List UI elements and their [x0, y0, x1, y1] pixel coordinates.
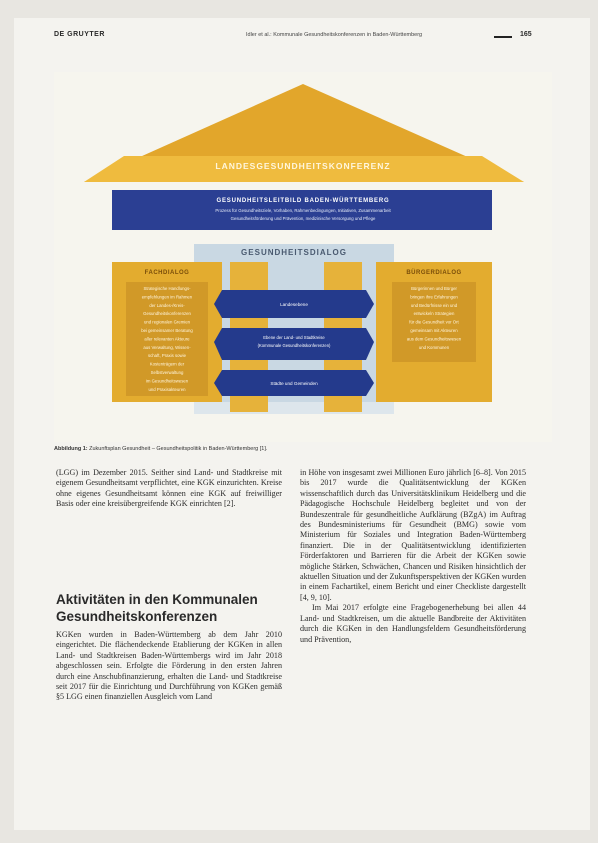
page-number: 165 — [520, 31, 532, 38]
left-pillar-title: FACHDIALOG — [144, 270, 190, 276]
left-pillar-line: im Gesundheitswesen — [145, 378, 189, 384]
left-pillar-line: empfehlungen im Rahmen — [141, 294, 193, 300]
right-pillar-line: und Bedürfnisse ein und — [410, 302, 458, 308]
right-pillar-line: für die Gesundheit vor Ort — [409, 319, 459, 325]
left-pillar-line: und Praxisakteuren — [148, 386, 186, 392]
figure — [54, 72, 552, 442]
right-pillar-line: Bürgerinnen und Bürger — [411, 286, 457, 291]
right-para-1: in Höhe von insgesamt zwei Millionen Euro jährlich [6–8]. Von 2015 bis 2017 wurde die Qualitätsentwicklung der KGKen wissenschaftlich durch das Universitätsklinikum Heidelberg und die Pädagogische Hochschule Heidelberg begleitet und von der Bundeszentrale für gesundheitliche Aufklärung (BZgA) im Auftrag des Bundesministeriums für Gesundheit (BMG) sowie vom Ministerium für Soziales und Integration Baden-Württemberg finanziert. Die in der Qualitätsentwicklung identifizierten Förderfaktoren und Barrieren für die Arbeit der KGKen sowie mögliche Stärken, Schwächen, Chancen und Risiken hinsichtlich der aktuellen Situation und der Zukunftsperspektiven der KGKen wurden in einem Fachartikel, einem Bericht und einer Checkliste dargestellt [4, 9, 10]. — [300, 468, 526, 602]
left-pillar-line: aller relevanten Akteure — [144, 336, 190, 342]
figure-caption — [54, 446, 267, 452]
right-pillar-line: gemeinsam mit Akteuren — [410, 328, 458, 333]
left-pillar-line: der Landes-/Kreis- — [149, 302, 185, 308]
page — [14, 18, 590, 830]
left-pillar-line: bei gemeinsamer Beratung — [141, 328, 193, 333]
arrow-kreisebene-label-1: Ebene der Land- und Stadtkreise — [263, 335, 325, 340]
arrow-gemeinden-label: Städte und Gemeinden — [270, 381, 318, 386]
dialog-title: GESUNDHEITSDIALOG — [241, 248, 347, 257]
caption-label: Abbildung 1: — [54, 446, 88, 452]
right-pillar-line: aus dem Gesundheitswesen — [406, 336, 462, 342]
left-column-para1 — [56, 468, 282, 510]
right-pillar-title: BÜRGERDIALOG — [406, 270, 462, 276]
left-pillar-line: Selbstverwaltung — [150, 370, 184, 375]
leitbild-line-2: Gesundheitsförderung und Prävention, medizinische Versorgung und Pflege — [230, 216, 376, 221]
right-pillar-line: bringen ihre Erfahrungen — [410, 294, 458, 300]
figure-diagram — [54, 72, 552, 442]
left-pillar-line: Strategische Handlungs- — [143, 286, 191, 291]
right-para-2: Im Mai 2017 erfolgte eine Fragebogenerhebung bei allen 44 Land- und Stadtkreisen, um die aktuelle Bandbreite der Aktivitäten durch die KGKen in den Handlungsfeldern Gesundheitsförderung und Prävention, — [300, 603, 526, 644]
left-column-para2 — [56, 630, 282, 703]
section-heading: Aktivitäten in den Kommunalen Gesundheitskonferenzen — [56, 592, 258, 624]
header-rule — [494, 36, 512, 38]
left-pillar-line: Kostenträgern der — [149, 361, 185, 367]
left-pillar-line: und regionalen Gremien — [143, 319, 191, 325]
right-pillar-line: und Kommunen — [418, 344, 450, 350]
caption-text: Zukunftsplan Gesundheit – Gesundheitspolitik in Baden-Württemberg [1]. — [89, 446, 268, 452]
arrow-landesebene-label: Landesebene — [280, 302, 308, 307]
left-para-1: (LGG) im Dezember 2015. Seither sind Land- und Stadtkreise mit eigenem Gesundheitsamt verpflichtet, eine KGK einzurichten. Kreise ohne eigenes Gesundheitsamt können eine KGK auf freiwilliger Basis oder eine kreisübergreifende KGK einrichten [2]. — [56, 468, 282, 509]
right-column — [300, 468, 526, 645]
central-column-base — [194, 402, 394, 414]
running-title: Idler et al.: Kommunale Gesundheitskonferenzen in Baden-Württemberg — [246, 32, 423, 38]
leitbild-line-1: Prozess für Gesundheitsziele, Vorhaben, Rahmenbedingungen, Initiativen, Zusammenarbeit — [215, 208, 391, 213]
publisher-name: DE GRUYTER — [54, 31, 105, 38]
roof-title: LANDESGESUNDHEITSKONFERENZ — [215, 161, 391, 171]
leitbild-title: GESUNDHEITSLEITBILD BADEN-WÜRTTEMBERG — [216, 198, 390, 204]
left-pillar-line: Gesundheitskonferenzen — [143, 311, 191, 317]
right-pillar-line: entwickeln Strategien — [413, 311, 455, 317]
left-pillar-line: aus Verwaltung, Wissen- — [143, 344, 191, 350]
left-pillar-line: schaft, Praxis sowie — [148, 353, 186, 359]
left-para-2: KGKen wurden in Baden-Württemberg ab dem Jahr 2010 eingerichtet. Die flächendeckende Etablierung der KGKen in allen Land- und Stadtkreisen Baden-Württembergs wird im Jahr 2018 abgeschlossen sein. Erfolgte die Förderung in den ersten Jahren durch eine Anschubfinanzierung, erhalten die Land- und Stadtkreise seit 2017 für die Einrichtung und Durchführung von KGKen gemäß §5 LGG einen finanziellen Ausgleich vom Land — [56, 630, 282, 702]
arrow-kreisebene-label-2: (Kommunale Gesundheitskonferenzen) — [257, 343, 331, 348]
